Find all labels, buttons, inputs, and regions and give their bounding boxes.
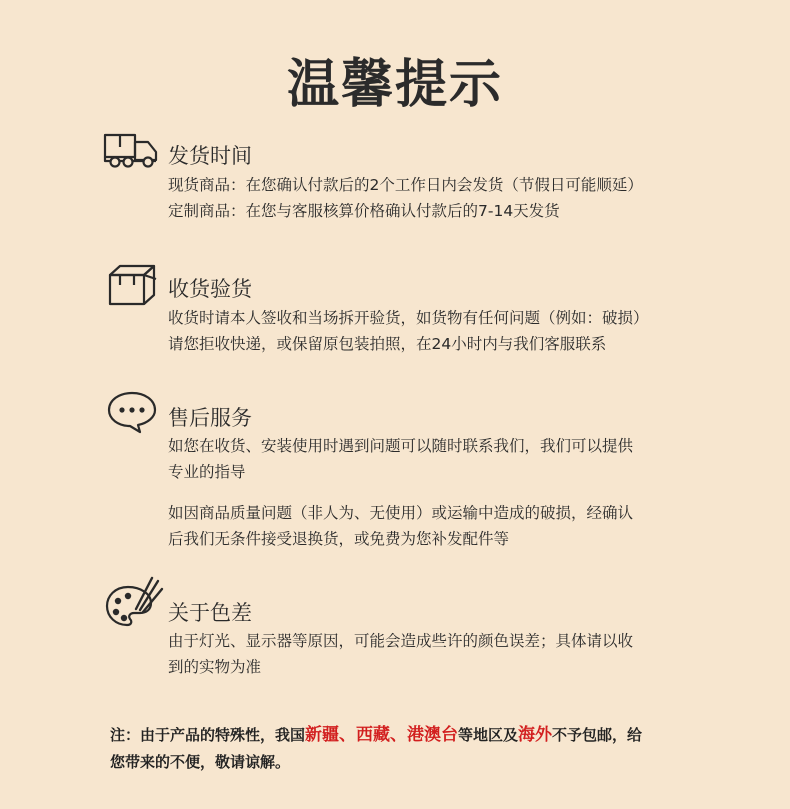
body-line: 定制商品：在您与客服核算价格确认付款后的7-14天发货 (168, 202, 560, 220)
chat-bubble-icon (106, 390, 158, 438)
region-tibet: 西藏 (356, 725, 391, 745)
body-line: 专业的指导 (168, 463, 246, 481)
section-title: 发货时间 (168, 144, 252, 168)
region-overseas: 海外 (518, 725, 553, 745)
region-hk-macau-taiwan: 港澳台 (407, 725, 459, 745)
body-line: 收货时请本人签收和当场拆开验货，如货物有任何问题（例如：破损） (168, 309, 649, 327)
palette-icon (104, 573, 164, 633)
section-body (168, 305, 708, 357)
section-title: 关于色差 (168, 601, 252, 625)
note-line-2: 您带来的不便，敬请谅解。 (110, 753, 291, 771)
note-text: 不予包邮，给 (552, 726, 643, 744)
body-line: 到的实物为准 (168, 658, 262, 676)
body-line: 如因商品质量问题（非人为、无使用）或运输中造成的破损，经确认 (168, 504, 634, 522)
section-body (168, 500, 708, 552)
note-separator: 、 (390, 725, 408, 745)
section-body (168, 433, 708, 485)
body-line: 如您在收货、安装使用时遇到问题可以随时联系我们，我们可以提供 (168, 437, 634, 455)
body-line: 后我们无条件接受退换货，或免费为您补发配件等 (168, 530, 510, 548)
note-text: 等地区及 (458, 726, 519, 744)
body-line: 现货商品：在您确认付款后的2个工作日内会发货（节假日可能顺延） (168, 176, 643, 194)
page-title: 温馨提示 (286, 55, 503, 115)
body-line: 由于灯光、显示器等原因，可能会造成些许的颜色误差；具体请以收 (168, 632, 634, 650)
truck-icon (102, 130, 160, 174)
note-line-1 (110, 722, 700, 749)
shipping-note (110, 722, 700, 776)
region-xinjiang: 新疆 (305, 725, 340, 745)
section-body (168, 172, 708, 224)
section-title: 售后服务 (168, 406, 252, 430)
section-body (168, 628, 708, 680)
body-line: 请您拒收快递，或保留原包装拍照，在24小时内与我们客服联系 (168, 335, 607, 353)
note-separator: 、 (339, 725, 357, 745)
note-text: 注：由于产品的特殊性，我国 (110, 726, 306, 744)
box-icon (106, 263, 160, 311)
section-title: 收货验货 (168, 277, 252, 301)
